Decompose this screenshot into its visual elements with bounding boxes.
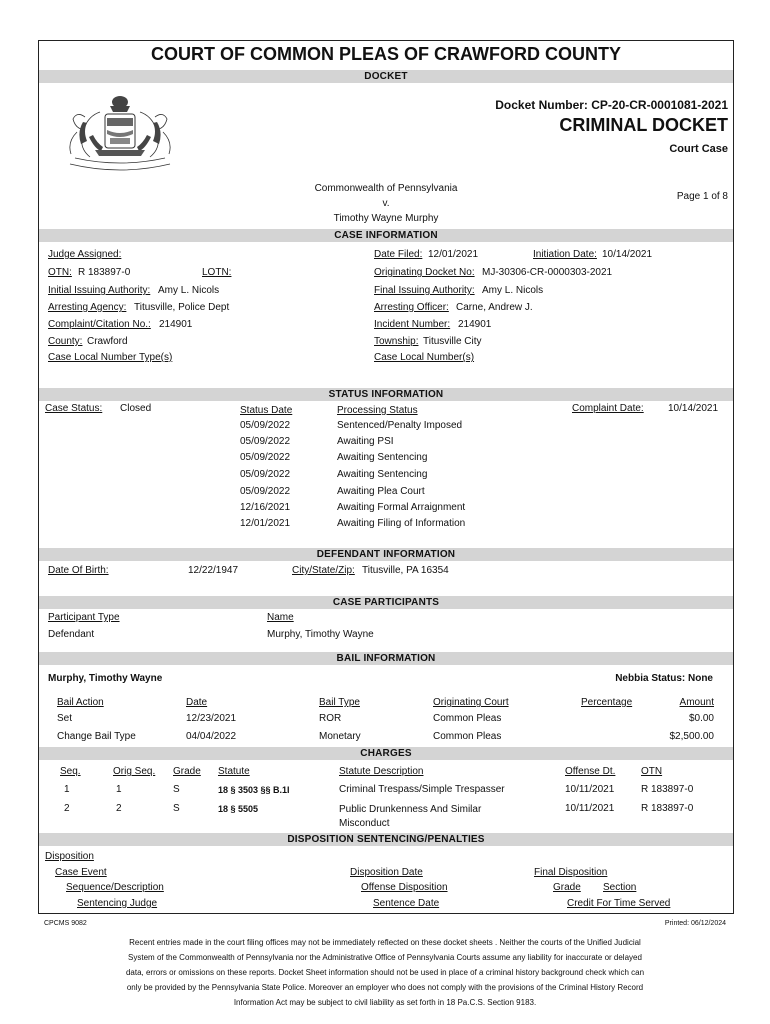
participant-name-value: Murphy, Timothy Wayne — [267, 629, 374, 640]
sentence-date-label: Sentence Date — [373, 898, 440, 909]
form-number: CPCMS 9082 — [44, 920, 87, 927]
nebbia-status: Nebbia Status: None — [615, 673, 713, 684]
status-date-row: 05/09/2022 — [240, 420, 291, 431]
charge-statute-cell: 18 § 5505 — [218, 804, 259, 814]
charge-offense-date-cell: 10/11/2021 — [565, 803, 615, 814]
disclaimer-line: System of the Commonwealth of Pennsylvania nor the Administrative Office of Pennsylvania Courts assume any liability for inaccurate or delayed — [128, 953, 642, 962]
sentencing-judge-label: Sentencing Judge — [77, 898, 158, 909]
status-date-row: 05/09/2022 — [240, 469, 291, 480]
status-text-row: Awaiting Plea Court — [337, 486, 425, 497]
case-status-value: Closed — [120, 403, 152, 414]
participant-type-value: Defendant — [48, 629, 95, 640]
disposition-section-label: Section — [603, 882, 637, 893]
court-title: COURT OF COMMON PLEAS OF CRAWFORD COUNTY — [151, 44, 621, 64]
complaint-date-value: 10/14/2021 — [668, 403, 719, 414]
caption-line3: Timothy Wayne Murphy — [333, 213, 439, 224]
charge-seq-cell: 1 — [64, 784, 70, 795]
originating-docket-value: MJ-30306-CR-0000303-2021 — [482, 267, 613, 278]
disclaimer-line: data, errors or omissions on these reports. Docket Sheet information should not be used in place of a criminal history background check which can — [125, 968, 645, 977]
sequence-description-label: Sequence/Description — [66, 882, 164, 893]
arresting-agency-value: Titusville, Police Dept — [134, 302, 230, 313]
defendant-information-bar: DEFENDANT INFORMATION — [39, 548, 733, 561]
originating-docket-label: Originating Docket No: — [374, 267, 475, 278]
charge-description-header: Statute Description — [339, 766, 424, 777]
court-case: Court Case — [669, 143, 728, 155]
charges-bar: CHARGES — [39, 747, 733, 760]
date-filed-value: 12/01/2021 — [428, 249, 479, 260]
docket-number: Docket Number: CP-20-CR-0001081-2021 — [495, 98, 728, 112]
participant-name-label: Name — [267, 612, 294, 623]
case-information-bar: CASE INFORMATION — [39, 229, 733, 242]
final-authority-label: Final Issuing Authority: — [374, 285, 475, 296]
charge-otn-cell: R 183897-0 — [641, 803, 694, 814]
charge-statute-cell: 18 § 3503 §§ B.1I — [218, 785, 290, 795]
incident-value: 214901 — [458, 319, 492, 330]
case-status-label: Case Status: — [45, 403, 103, 414]
charge-otn-header: OTN — [641, 766, 663, 777]
status-text-row: Awaiting Formal Arraignment — [337, 502, 466, 513]
final-authority-value: Amy L. Nicols — [482, 285, 544, 296]
bail-date-cell: 12/23/2021 — [186, 713, 237, 724]
final-disposition-label: Final Disposition — [534, 867, 608, 878]
complaint-label: Complaint/Citation No.: — [48, 319, 151, 330]
bail-action-header: Bail Action — [57, 697, 104, 708]
arresting-officer-value: Carne, Andrew J. — [456, 302, 533, 313]
otn-label: OTN: — [48, 267, 72, 278]
bail-amount-cell: $0.00 — [688, 713, 714, 724]
processing-status-label: Processing Status — [337, 405, 418, 416]
status-text-row: Awaiting Sentencing — [337, 452, 428, 463]
incident-label: Incident Number: — [374, 319, 451, 330]
charge-grade-header: Grade — [173, 766, 201, 777]
status-date-row: 12/01/2021 — [240, 518, 291, 529]
status-text-row: Sentenced/Penalty Imposed — [337, 420, 463, 431]
charge-offense-date-cell: 10/11/2021 — [565, 784, 615, 795]
disposition-date-label: Disposition Date — [350, 867, 423, 878]
township-label: Township: — [374, 336, 419, 347]
charge-orig-seq-header: Orig Seq. — [113, 766, 156, 777]
bail-court-header: Originating Court — [433, 697, 509, 708]
bail-date-header: Date — [186, 697, 208, 708]
pa-seal-icon — [55, 92, 185, 174]
charge-seq-cell: 2 — [64, 803, 70, 814]
offense-disposition-label: Offense Disposition — [361, 882, 448, 893]
otn-value: R 183897-0 — [78, 267, 131, 278]
lotn-label: LOTN: — [202, 267, 232, 278]
bail-type-header: Bail Type — [319, 697, 360, 708]
city-state-zip-label: City/State/Zip: — [292, 565, 355, 576]
arresting-officer-label: Arresting Officer: — [374, 302, 449, 313]
charge-description-cell: Criminal Trespass/Simple Trespasser — [339, 784, 505, 795]
charge-description-cont: Misconduct — [339, 818, 390, 829]
initial-authority-value: Amy L. Nicols — [158, 285, 220, 296]
credit-time-served-label: Credit For Time Served — [567, 898, 671, 909]
charge-grade-cell: S — [173, 803, 180, 814]
bail-amount-header: Amount — [679, 697, 714, 708]
disclaimer-line: Information Act may be subject to civil liability as set forth in 18 Pa.C.S. Section 9183. — [233, 998, 537, 1007]
complaint-value: 214901 — [159, 319, 193, 330]
bail-action-cell: Set — [57, 713, 73, 724]
bail-amount-cell: $2,500.00 — [669, 731, 714, 742]
caption-line1: Commonwealth of Pennsylvania — [314, 183, 458, 194]
docket-bar: DOCKET — [39, 70, 733, 83]
charge-description-cell: Public Drunkenness And Similar — [339, 804, 482, 815]
initial-authority-label: Initial Issuing Authority: — [48, 285, 151, 296]
status-text-row: Awaiting Filing of Information — [337, 518, 466, 529]
status-text-row: Awaiting Sentencing — [337, 469, 428, 480]
bail-action-cell: Change Bail Type — [57, 731, 136, 742]
page-number: Page 1 of 8 — [676, 191, 728, 202]
bail-type-cell: Monetary — [319, 731, 361, 742]
arresting-agency-label: Arresting Agency: — [48, 302, 127, 313]
printed-date: Printed: 06/12/2024 — [664, 920, 726, 927]
bail-court-cell: Common Pleas — [433, 713, 502, 724]
disclaimer-line: only be provided by the Pennsylvania State Police. Moreover an employer who does not comply with the provisions of the Criminal History Record — [126, 983, 644, 992]
status-date-row: 05/09/2022 — [240, 452, 291, 463]
complaint-date-label: Complaint Date: — [572, 403, 644, 414]
status-date-row: 05/09/2022 — [240, 486, 291, 497]
dob-value: 12/22/1947 — [188, 565, 239, 576]
disposition-label: Disposition — [45, 851, 94, 862]
township-value: Titusville City — [423, 336, 482, 347]
charge-otn-cell: R 183897-0 — [641, 784, 694, 795]
disposition-grade-label: Grade — [553, 882, 581, 893]
local-number-type-label: Case Local Number Type(s) — [48, 352, 173, 363]
status-date-row: 12/16/2021 — [240, 502, 291, 513]
charge-offense-date-header: Offense Dt. — [565, 766, 616, 777]
judge-assigned-label: Judge Assigned: — [48, 249, 122, 260]
case-event-label: Case Event — [55, 867, 107, 878]
charge-seq-header: Seq. — [60, 766, 81, 777]
initiation-date-label: Initiation Date: — [533, 249, 597, 260]
caption-line2: v. — [382, 198, 390, 209]
disclaimer-line: Recent entries made in the court filing offices may not be immediately reflected on these docket sheets . Neither the courts of the Unified Judicial — [129, 938, 641, 947]
bail-court-cell: Common Pleas — [433, 731, 502, 742]
initiation-date-value: 10/14/2021 — [602, 249, 653, 260]
bail-percentage-header: Percentage — [581, 697, 633, 708]
status-date-label: Status Date — [240, 405, 293, 416]
docket-type: CRIMINAL DOCKET — [559, 115, 728, 135]
charge-grade-cell: S — [173, 784, 180, 795]
date-filed-label: Date Filed: — [374, 249, 423, 260]
county-label: County: — [48, 336, 83, 347]
charge-orig-seq-cell: 1 — [116, 784, 122, 795]
status-information-bar: STATUS INFORMATION — [39, 388, 733, 401]
county-value: Crawford — [87, 336, 128, 347]
status-text-row: Awaiting PSI — [337, 436, 394, 447]
bail-date-cell: 04/04/2022 — [186, 731, 237, 742]
participant-type-label: Participant Type — [48, 612, 120, 623]
dob-label: Date Of Birth: — [48, 565, 109, 576]
local-numbers-label: Case Local Number(s) — [374, 352, 475, 363]
bail-defendant-name: Murphy, Timothy Wayne — [48, 673, 163, 684]
city-state-zip-value: Titusville, PA 16354 — [362, 565, 449, 576]
status-date-row: 05/09/2022 — [240, 436, 291, 447]
disposition-bar: DISPOSITION SENTENCING/PENALTIES — [39, 833, 733, 846]
bail-type-cell: ROR — [319, 713, 342, 724]
charge-statute-header: Statute — [218, 766, 250, 777]
charge-orig-seq-cell: 2 — [116, 803, 122, 814]
bail-information-bar: BAIL INFORMATION — [39, 652, 733, 665]
case-participants-bar: CASE PARTICIPANTS — [39, 596, 733, 609]
